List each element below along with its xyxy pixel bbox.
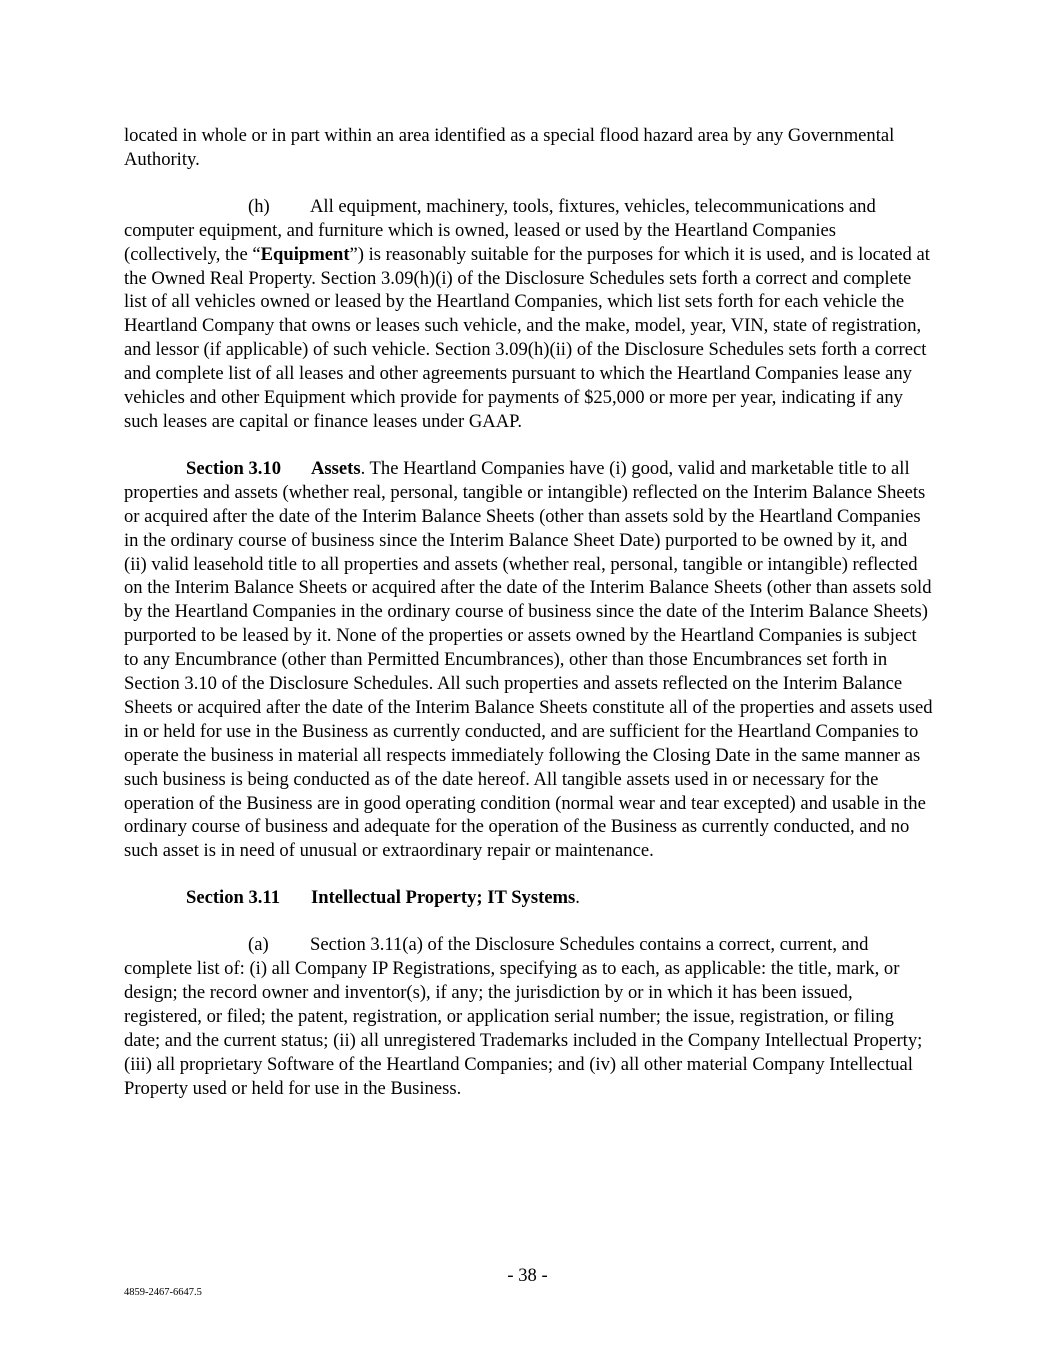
document-id: 4859-2467-6647.5	[124, 1287, 202, 1298]
section-3-10-body: . The Heartland Companies have (i) good, valid and marketable title to all properties and assets (whether real, personal, tangible or intangible) reflected on the Interim Balance Sheets or acquired after the date of the Interim Balance Sheets (other than assets sold by the Heartland Companies in the ordinary course of business since the Interim Balance Sheet Date) purported to be owned by it, and (ii) valid leasehold title to all properties and assets (whether real, personal, tangible or intangible) reflected on the Interim Balance Sheets or acquired after the date of the Interim Balance Sheets (other than assets sold by the Heartland Companies in the ordinary course of business since the date of the Interim Balance Sheets) purported to be leased by it. None of the properties or assets owned by the Heartland Companies is subject to any Encumbrance (other than Permitted Encumbrances), other than those Encumbrances set forth in Section 3.10 of the Disclosure Schedules. All such properties and assets reflected on the Interim Balance Sheets or acquired after the date of the Interim Balance Sheets constitute all of the properties and assets used in or held for use in the Business as currently conducted, and are sufficient for the Heartland Companies to operate the business in material all respects immediately following the Closing Date in the same manner as such business is being conducted as of the date hereof. All tangible assets used in or necessary for the operation of the Business are in good operating condition (normal wear and tear excepted) and usable in the ordinary course of business and adequate for the operation of the Business as currently conducted, and no such asset is in need of unusual or extraordinary repair or maintenance.	[124, 457, 933, 862]
section-3-11-title: Intellectual Property; IT Systems	[311, 887, 576, 909]
section-3-10	[124, 457, 934, 863]
page-number: - 38 -	[507, 1265, 548, 1286]
section-3-10-title: Assets	[311, 457, 361, 479]
paragraph-h-label: (h)	[248, 195, 270, 217]
section-3-11-heading	[124, 886, 934, 910]
paragraph-h-text-post: ”) is reasonably suitable for the purposes for which it is used, and is located at the Owned Real Property. Section 3.09(h)(i) of the Disclosure Schedules sets forth a correct and complete list of all vehicles owned or leased by the Heartland Companies, which list sets forth for each vehicle the Heartland Company that owns or leases such vehicle, and the make, model, year, VIN, state of registration, and lessor (if applicable) of such vehicle. Section 3.09(h)(ii) of the Disclosure Schedules sets forth a correct and complete list of all leases and other agreements pursuant to which the Heartland Companies lease any vehicles and other Equipment which provide for payments of $25,000 or more per year, indicating if any such leases are capital or finance leases under GAAP.	[124, 243, 930, 432]
paragraph-a-label: (a)	[248, 934, 269, 956]
paragraph-h	[124, 195, 934, 434]
section-3-11-number: Section 3.11	[186, 887, 281, 909]
paragraph-a	[124, 933, 934, 1100]
paragraph-a-body: Section 3.11(a) of the Disclosure Schedules contains a correct, current, and complete list of: (i) all Company IP Registrations, specifying as to each, as applicable: the title, mark, or design; the record owner and inventor(s), if any; the jurisdiction by or in which it has been issued, registered, or filed; the patent, registration, or application serial number; the issue, registration, or filing date; and the current status; (ii) all unregistered Trademarks included in the Company Intellectual Property; (iii) all proprietary Software of the Heartland Companies; and (iv) all other material Company Intellectual Property used or held for use in the Business.	[124, 934, 923, 1099]
paragraph-h-text-pre: All equipment, machinery, tools, fixtures, vehicles, telecommunications and computer equipment, and furniture which is owned, leased or used by the Heartland Companies (collectively, the “	[124, 195, 876, 265]
document-body	[124, 124, 934, 1101]
section-3-10-number: Section 3.10	[186, 457, 282, 479]
section-3-11-period: .	[575, 887, 580, 909]
defined-term-equipment: Equipment	[260, 243, 350, 265]
continuation-paragraph: located in whole or in part within an area identified as a special flood hazard area by any Governmental Authority.	[124, 125, 895, 170]
